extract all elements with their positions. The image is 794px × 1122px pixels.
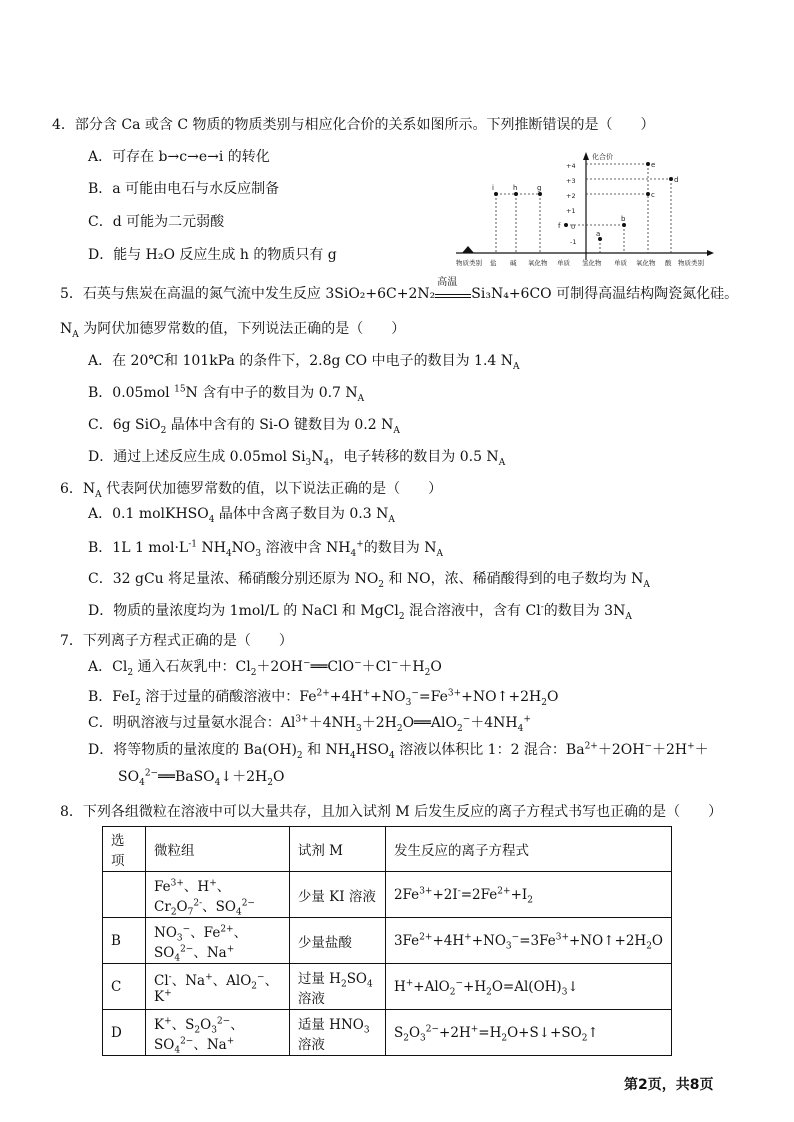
q7-option-b: B．FeI$_2$ 溶于过量的硝酸溶液中：$Fe^{2+}+4H^++NO_3^-=Fe^{3+}+NO↑+2H_2O$ [88,688,559,708]
point-label-f: f [558,222,561,230]
table-row [103,1010,672,1056]
x-category-label: 氧化物 [528,259,548,267]
reaction-condition: 高温 [437,277,458,288]
q6-stem: 6．$N_A$ 代表阿伏加德罗常数的值，以下说法正确的是（ ） [60,481,443,500]
table-cell: 少量 KI 溶液 [289,872,385,918]
y-ticks [566,162,576,246]
point-label-d: d [674,176,679,184]
q4-valence-chart [452,150,714,276]
header-cell: 选项 [103,827,146,872]
q5-option-c: C．6g SiO$_2$ 晶体中含有的 Si-O 键数目为 0.2 $N_A$ [88,417,400,436]
q5-option-a: A．在 20℃和 101kPa 的条件下，2.8g CO 中电子的数目为 1.4 $N_A$ [88,353,520,372]
table-cell: $3Fe^{2+}+4H^++NO_3^-=3Fe^{3+}+NO↑+2H_2O$ [385,918,671,964]
point-label-c: c [651,191,655,199]
point-d [669,177,673,181]
q6-option-c: C．32 gCu 将足量浓、稀硝酸分别还原为 $NO_2$ 和 NO，浓、稀硝酸得到的电子数均为 $N_A$ [88,571,650,590]
table-row [103,964,672,1010]
point-i [494,192,498,196]
q4-option-a: A．可存在 b→c→e→i 的转化 [88,149,270,165]
point-h [514,192,518,196]
table-cell [103,872,146,918]
y-tick-label: +4 [566,162,576,170]
table-cell: $2Fe^{3+}+2I^-=2Fe^{2+}+I_2$ [385,872,671,918]
point-label-b: b [621,215,626,223]
q7-option-c: C．明矾溶液与过量氨水混合：$Al^{3+}+4NH_3+2H_2O══AlO_2^-+4NH_4^+$ [88,714,531,734]
x-category-label: 单质 [557,259,570,267]
q4-stem: 4．部分含 Ca 或含 C 物质的物质类别与相应化合价的关系如图所示。下列推断错误的是（ ） [52,117,655,133]
point-f [564,223,568,227]
y-tick-label: +2 [566,192,576,200]
q7-option-a: A．$Cl_2$ 通入石灰乳中：$Cl_2+2OH^-══ClO^-+Cl^-+H_2O$ [88,658,442,678]
q8-stem: 8．下列各组微粒在溶液中可以大量共存，且加入试剂 M 后发生反应的离子方程式书写也正确的是（ ） [60,804,723,820]
table-cell: B [103,918,146,964]
y-tick-label: -1 [570,238,577,246]
q8-table [102,826,672,1056]
x-category-label: 酸 [665,259,672,267]
table-row [103,872,672,918]
q7-option-d: D．将等物质的量浓度的 $Ba(OH)_2$ 和 $NH_4HSO_4$ 溶液以体积比 1：2 混合：$Ba^{2+}+2OH^-+2H^++$ [88,741,709,761]
point-c [646,192,650,196]
header-cell: 试剂 M [289,827,385,872]
point-g [538,192,542,196]
table-header-row [103,827,672,872]
x-category-label: 单质 [614,259,627,267]
point-e [646,162,650,166]
x-category-label: 碱 [510,259,517,267]
x-category-label: 氧化物 [636,259,656,267]
point-label-i: i [492,184,494,192]
header-cell: 微粒组 [146,827,290,872]
q5-option-d: D．通过上述反应生成 0.05mol $Si_3N_4$，电子转移的数目为 0.5 $N_A$ [88,449,506,468]
table-cell: Cl-、Na+、AlO$_2$−、K+ [146,964,290,1010]
point-label-g: g [537,184,542,192]
table-cell: $H^++AlO_2^-+H_2O=Al(OH)_3↓$ [385,964,671,1010]
q7-stem: 7．下列离子方程式正确的是（ ） [60,633,293,649]
q7-option-d-continued: $SO_4^{2-}══BaSO_4↓+2H_2O$ [118,768,285,788]
point-b [622,223,626,227]
y-tick-label: +3 [566,177,576,185]
q5-stem2: $N_A$ 为阿伏加德罗常数的值，下列说法正确的是（ ） [60,321,406,340]
x-axis-title: 物质类别 [678,259,704,267]
q4-option-d: D．能与 H₂O 反应生成 h 的物质只有 g [88,247,337,263]
x-category-label: 氢化物 [582,259,602,267]
y-tick-label: +1 [566,207,576,215]
table-cell: K+、$S_2O_3^{2-}$、$SO_4^{2-}$、Na+ [146,1010,290,1056]
q5-stem-part2: Si₃N₄+6CO 可制得高温结构陶瓷氮化硅。 [471,286,739,302]
page-footer: 第2页，共8页 [624,1077,714,1093]
y-axis-title: 化合价 [592,153,613,161]
table-cell: $NO_3^-$、$Fe^{2+}$、$SO_4^{2-}$、Na+ [146,918,290,964]
point-label-h: h [513,184,518,192]
q5-option-b: B．0.05mol $^{15}$N 含有中子的数目为 0.7 $N_A$ [88,384,365,404]
q5-stem [60,277,739,303]
x-category-label: 物质类别 [456,259,482,267]
table-cell: C [103,964,146,1010]
reaction-arrow [435,277,471,298]
table-cell: 少量盐酸 [289,918,385,964]
table-cell: D [103,1010,146,1056]
table-cell: $Fe^{3+}$、H+、$Cr_2O_7^{2-}$、$SO_4^{2-}$ [146,872,290,918]
point-label-e: e [651,161,656,169]
y-tick-label: 0 [571,223,576,231]
point-label-a: a [596,230,601,238]
q5-stem-part1: 5．石英与焦炭在高温的氮气流中发生反应 3SiO₂+6C+2N₂ [60,286,436,302]
header-cell: 发生反应的离子方程式 [385,827,671,872]
q6-option-b: B．1L 1 $mol\cdot L^{-1}$ $NH_4NO_3$ 溶液中含 $NH_4^+$的数目为 $N_A$ [88,539,443,559]
table-cell: 过量 $H_2SO_4$ 溶液 [289,964,385,1010]
q4-option-c: C．d 可能为二元弱酸 [88,214,225,230]
q6-option-a: A．0.1 molKHSO$_4$ 晶体中含离子数目为 0.3 $N_A$ [88,506,395,525]
table-cell: $S_2O_3^{2-}+2H^+=H_2O+S↓+SO_2↑$ [385,1010,671,1056]
x-category-label: 盐 [490,259,497,267]
q4-option-b: B．a 可能由电石与水反应制备 [88,181,280,197]
table-row [103,918,672,964]
q6-option-d: D．物质的量浓度均为 1mol/L 的 NaCl 和 MgCl$_2$ 混合溶液中，含有 Cl-的数目为 $3N_A$ [88,602,632,622]
table-cell: 适量 $HNO_3$ 溶液 [289,1010,385,1056]
